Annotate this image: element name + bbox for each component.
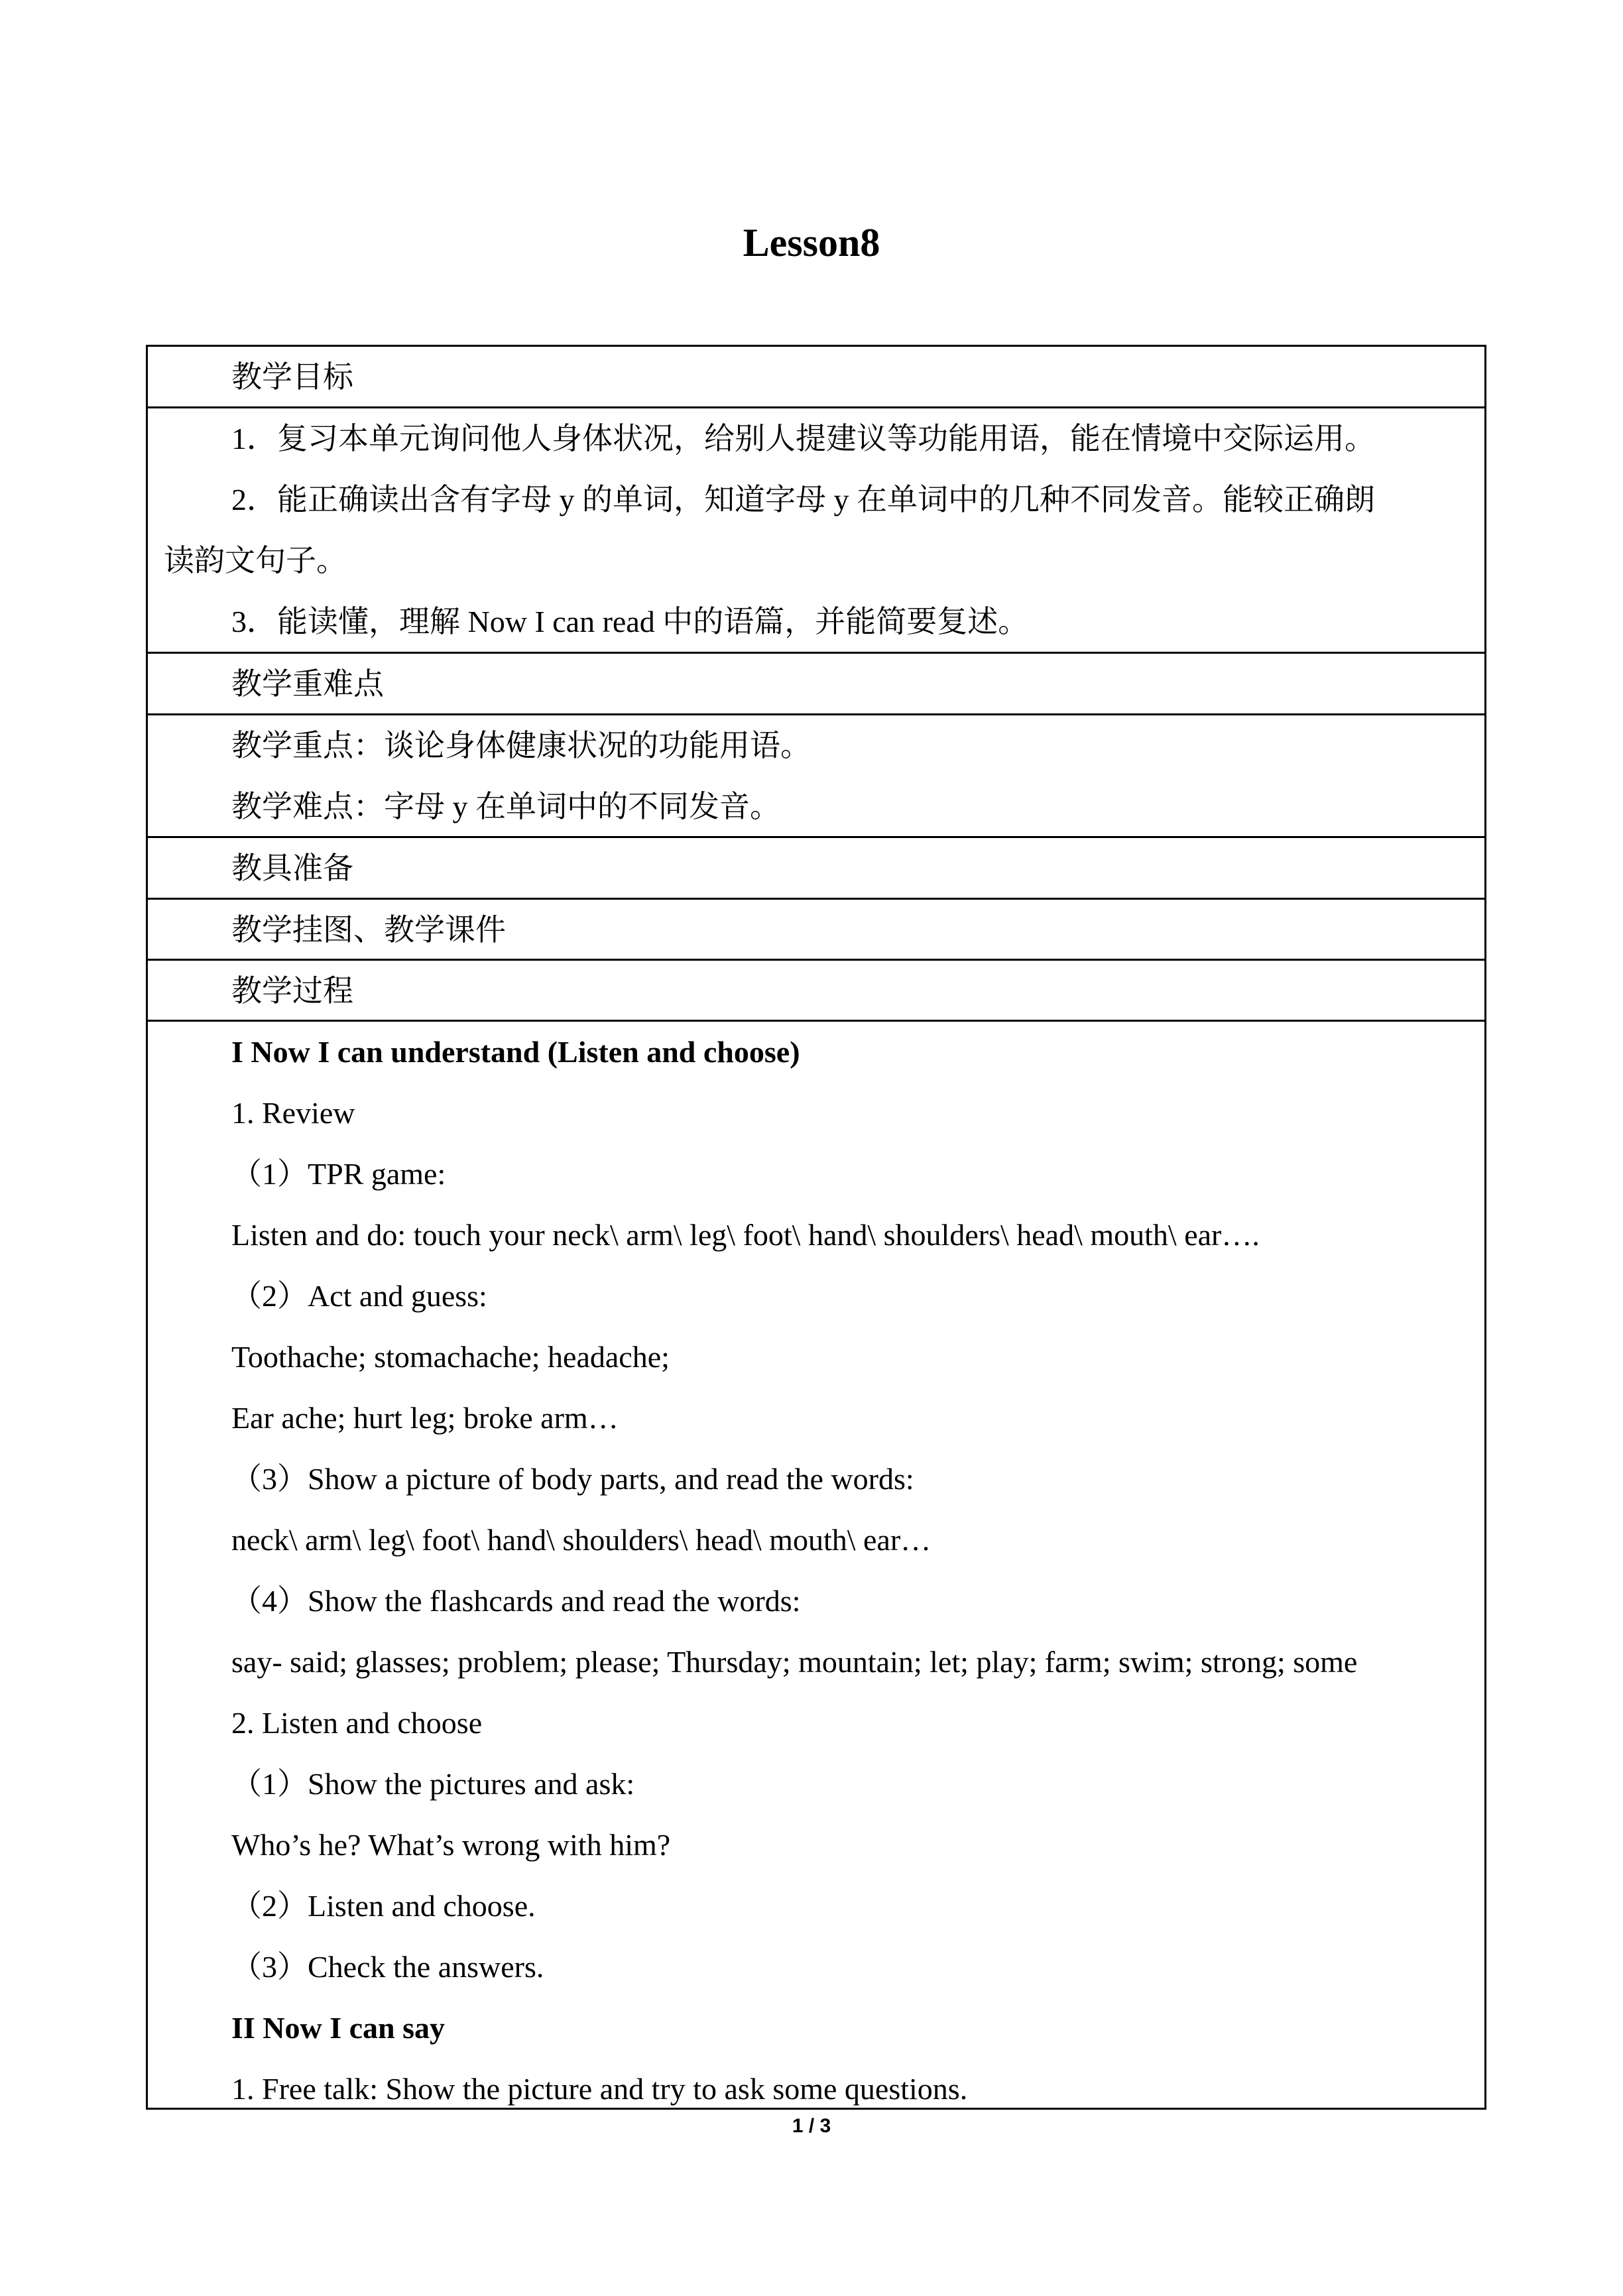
page-title: Lesson8 bbox=[743, 221, 880, 265]
process-line: neck\ arm\ leg\ foot\ hand\ shoulders\ head\ mouth\ ear… bbox=[231, 1523, 932, 1557]
process-line: （2）Listen and choose. bbox=[231, 1889, 536, 1923]
page-number: 1 / 3 bbox=[792, 2115, 831, 2137]
process-line: say- said; glasses; problem; please; Thursday; mountain; let; play; farm; swim; strong; some bbox=[231, 1645, 1358, 1679]
objectives-heading: 教学目标 bbox=[231, 360, 353, 394]
objectives-heading-row bbox=[148, 347, 1484, 408]
keypoints-heading-row bbox=[148, 654, 1484, 715]
objective-item: 1．复习本单元询问他人身体状况，给别人提建议等功能用语，能在情境中交际运用。 bbox=[231, 422, 1375, 455]
materials-heading-row bbox=[148, 838, 1484, 900]
keypoint-item: 教学重点：谈论身体健康状况的功能用语。 bbox=[231, 729, 811, 762]
process-line: （3）Show a picture of body parts, and read the words: bbox=[231, 1462, 914, 1496]
objective-item-continuation: 读韵文句子。 bbox=[164, 544, 347, 577]
process-section-heading: II Now I can say bbox=[231, 2011, 446, 2045]
lesson-plan-table bbox=[146, 345, 1486, 2110]
keypoints-row bbox=[148, 715, 1484, 838]
objectives-row bbox=[148, 408, 1484, 654]
process-line: Toothache; stomachache; headache; bbox=[231, 1340, 670, 1374]
process-line: 1. Free talk: Show the picture and try to ask some questions. bbox=[231, 2072, 968, 2106]
objective-item: 2．能正确读出含有字母 y 的单词，知道字母 y 在单词中的几种不同发音。能较正确朗 bbox=[231, 483, 1375, 516]
materials-text: 教学挂图、教学课件 bbox=[231, 913, 506, 947]
process-line: Who’s he? What’s wrong with him? bbox=[231, 1828, 671, 1862]
process-line: 2. Listen and choose bbox=[231, 1706, 483, 1740]
process-line: （1）Show the pictures and ask: bbox=[231, 1767, 635, 1801]
process-line: Ear ache; hurt leg; broke arm… bbox=[231, 1401, 619, 1435]
process-line: （1）TPR game: bbox=[231, 1157, 446, 1191]
keypoint-item: 教学难点：字母 y 在单词中的不同发音。 bbox=[231, 790, 780, 823]
materials-row bbox=[148, 900, 1484, 961]
process-line: （3）Check the answers. bbox=[231, 1950, 544, 1984]
process-row bbox=[148, 1022, 1484, 2108]
process-line: （4）Show the flashcards and read the words: bbox=[231, 1584, 801, 1618]
objective-item: 3．能读懂，理解 Now I can read 中的语篇，并能简要复述。 bbox=[231, 605, 1029, 638]
keypoints-heading: 教学重难点 bbox=[231, 667, 384, 701]
process-section-heading: I Now I can understand (Listen and choose) bbox=[231, 1035, 800, 1069]
process-line: （2）Act and guess: bbox=[231, 1279, 487, 1313]
process-line: Listen and do: touch your neck\ arm\ leg\ foot\ hand\ shoulders\ head\ mouth\ ear…. bbox=[231, 1218, 1260, 1252]
process-heading: 教学过程 bbox=[231, 974, 353, 1008]
process-line: 1. Review bbox=[231, 1096, 355, 1130]
process-heading-row bbox=[148, 961, 1484, 1022]
materials-heading: 教具准备 bbox=[231, 851, 353, 885]
